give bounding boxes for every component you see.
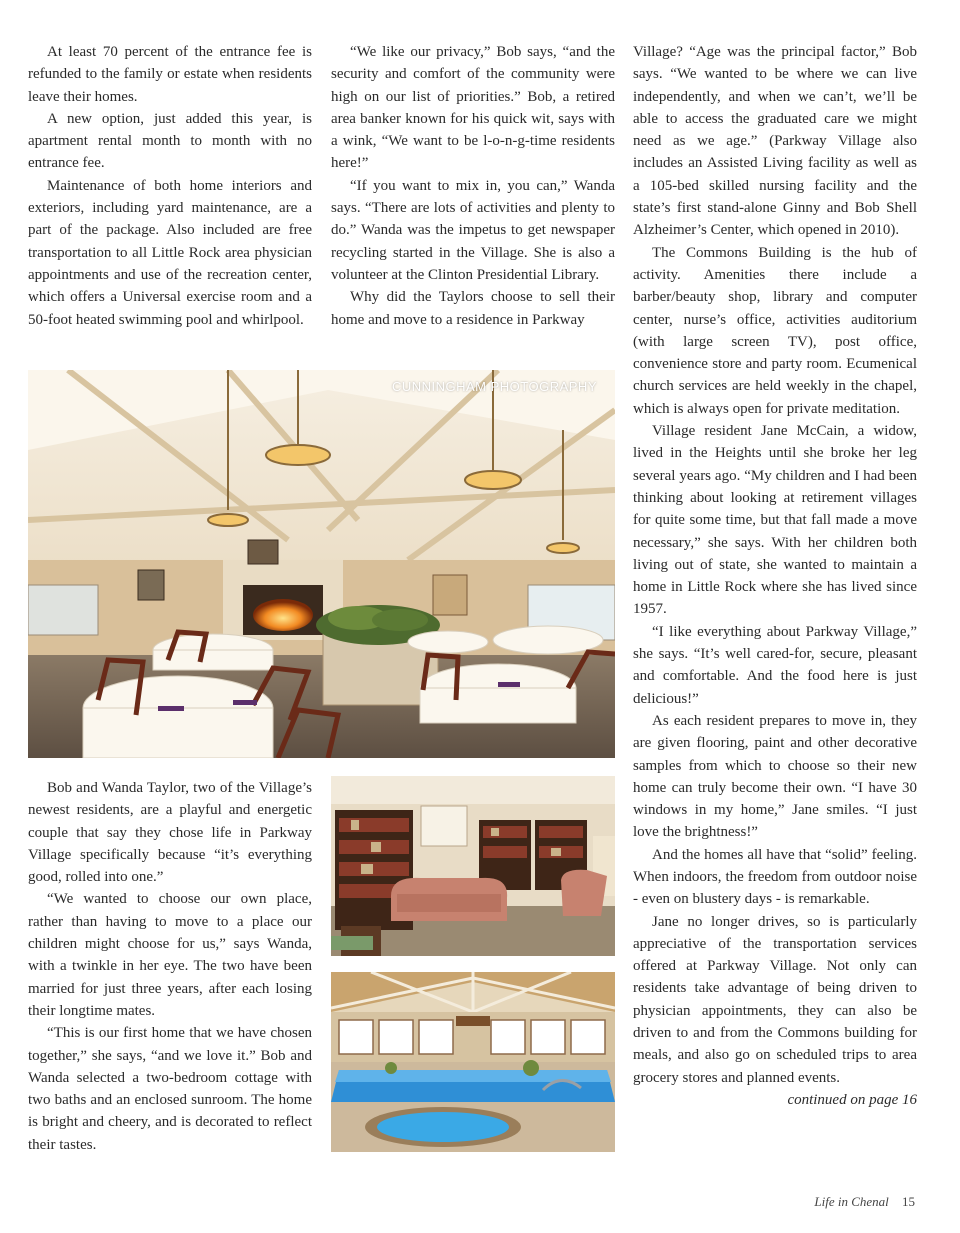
paragraph: Maintenance of both home interiors and exteriors, including yard maintenance, are a part of the package. Also included are free transportation to all Little Rock area physician appointments and use of the recreation center, which offers a Universal exercise room and a 50-foot heated swimming pool and whirlpool. <box>28 177 312 328</box>
library-illustration <box>331 776 615 956</box>
dining-room-photo <box>28 370 615 758</box>
paragraph: A new option, just added this year, is apartment rental month to month with no entrance fee. <box>28 110 312 172</box>
paragraph: “If you want to mix in, you can,” Wanda says. “There are lots of activities and plenty to do.” Wanda was the impetus to get newspaper recycling started in the Village. She is also a volunteer at the Clinton Presidential Library. <box>331 177 615 283</box>
paragraph: Why did the Taylors choose to sell their home and move to a residence in Parkway <box>331 289 615 328</box>
paragraph: Bob and Wanda Taylor, two of the Village’s newest residents, are a playful and energetic couple that say they chose life in Parkway Village specifically because “it’s everything good, rolled into one.” <box>28 780 312 886</box>
paragraph: The Commons Building is the hub of activity. Amenities there include a barber/beauty shop, library and computer center, nurse’s office, activities auditorium (with large screen TV), post office, convenience store and party room. Ecumenical church services are held weekly in the chapel, which is always open for private meditation. <box>633 244 917 417</box>
paragraph: As each resident prepares to move in, they are given flooring, paint and other decorative samples from which to choose so their new home can truly become their own. “I have 30 windows in my home,” Jane smiles. “I just love the brightness!” <box>633 712 917 841</box>
paragraph: Village resident Jane McCain, a widow, lived in the Heights until she broke her leg several years ago. “My children and I had been thinking about looking at retirement villages for quite some time, but that fall made a move necessary,” she says. With her children both living out of state, she wanted to maintain a home in Little Rock where she has lived since 1957. <box>633 423 917 618</box>
photo-credit: CUNNINGHAM PHOTOGRAPHY <box>391 379 597 394</box>
pool-photo <box>331 972 615 1152</box>
article-column-1-bottom <box>28 777 312 1156</box>
magazine-name: Life in Chenal <box>814 1194 889 1209</box>
article-column-2-top <box>331 41 615 331</box>
article-column-1-top <box>28 41 312 331</box>
paragraph: “We wanted to choose our own place, rather than having to move to a place our children might choose for us,” says Wanda, with a twinkle in her eye. The two have been married for just three years, after each losing their longtime mates. <box>28 891 312 1019</box>
page-footer <box>814 1194 915 1210</box>
article-column-3 <box>633 41 917 1111</box>
continued-note: continued on page 16 <box>787 1091 917 1108</box>
library-photo <box>331 776 615 956</box>
paragraph: “We like our privacy,” Bob says, “and the security and comfort of the community were high on our list of priorities.” Bob, a retired area banker known for his quick wit, says with a wink, “We want to be l-o-n-g-time residents here!” <box>331 44 615 172</box>
dining-room-illustration <box>28 370 615 758</box>
paragraph: “I like everything about Parkway Village,” she says. “It’s well cared-for, secure, pleasant and comfortable. And the food here is just delicious!” <box>633 623 917 707</box>
paragraph: At least 70 percent of the entrance fee is refunded to the family or estate when residents leave their homes. <box>28 44 312 105</box>
paragraph: Village? “Age was the principal factor,” Bob says. “We wanted to be where we can live independently, and when we can’t, we’ll be able to access the graduated care we might need as we age.” (Parkway Village also includes an Assisted Living facility as well as a 105-bed skilled nursing facility and the state’s first stand-alone Ginny and Bob Shell Alzheimer’s Center, which opened in 2010). <box>633 44 917 239</box>
paragraph: Jane no longer drives, so is particularly appreciative of the transportation services offered at Parkway Village. Not only can residents take advantage of being driven to physician appointments, they can also be driven to and from the Commons building for meals, and also go on scheduled trips to area grocery stores and planned events. <box>633 913 917 1086</box>
paragraph: And the homes all have that “solid” feeling. When indoors, the freedom from outdoor noise - even on blustery days - is remarkable. <box>633 846 917 908</box>
pool-illustration <box>331 972 615 1152</box>
paragraph: “This is our first home that we have chosen together,” she says, “and we love it.” Bob and Wanda selected a two-bedroom cottage with two baths and an enclosed sunroom. The home is bright and cheery, and is decorated to reflect their tastes. <box>28 1025 312 1153</box>
page-number: 15 <box>902 1194 915 1209</box>
